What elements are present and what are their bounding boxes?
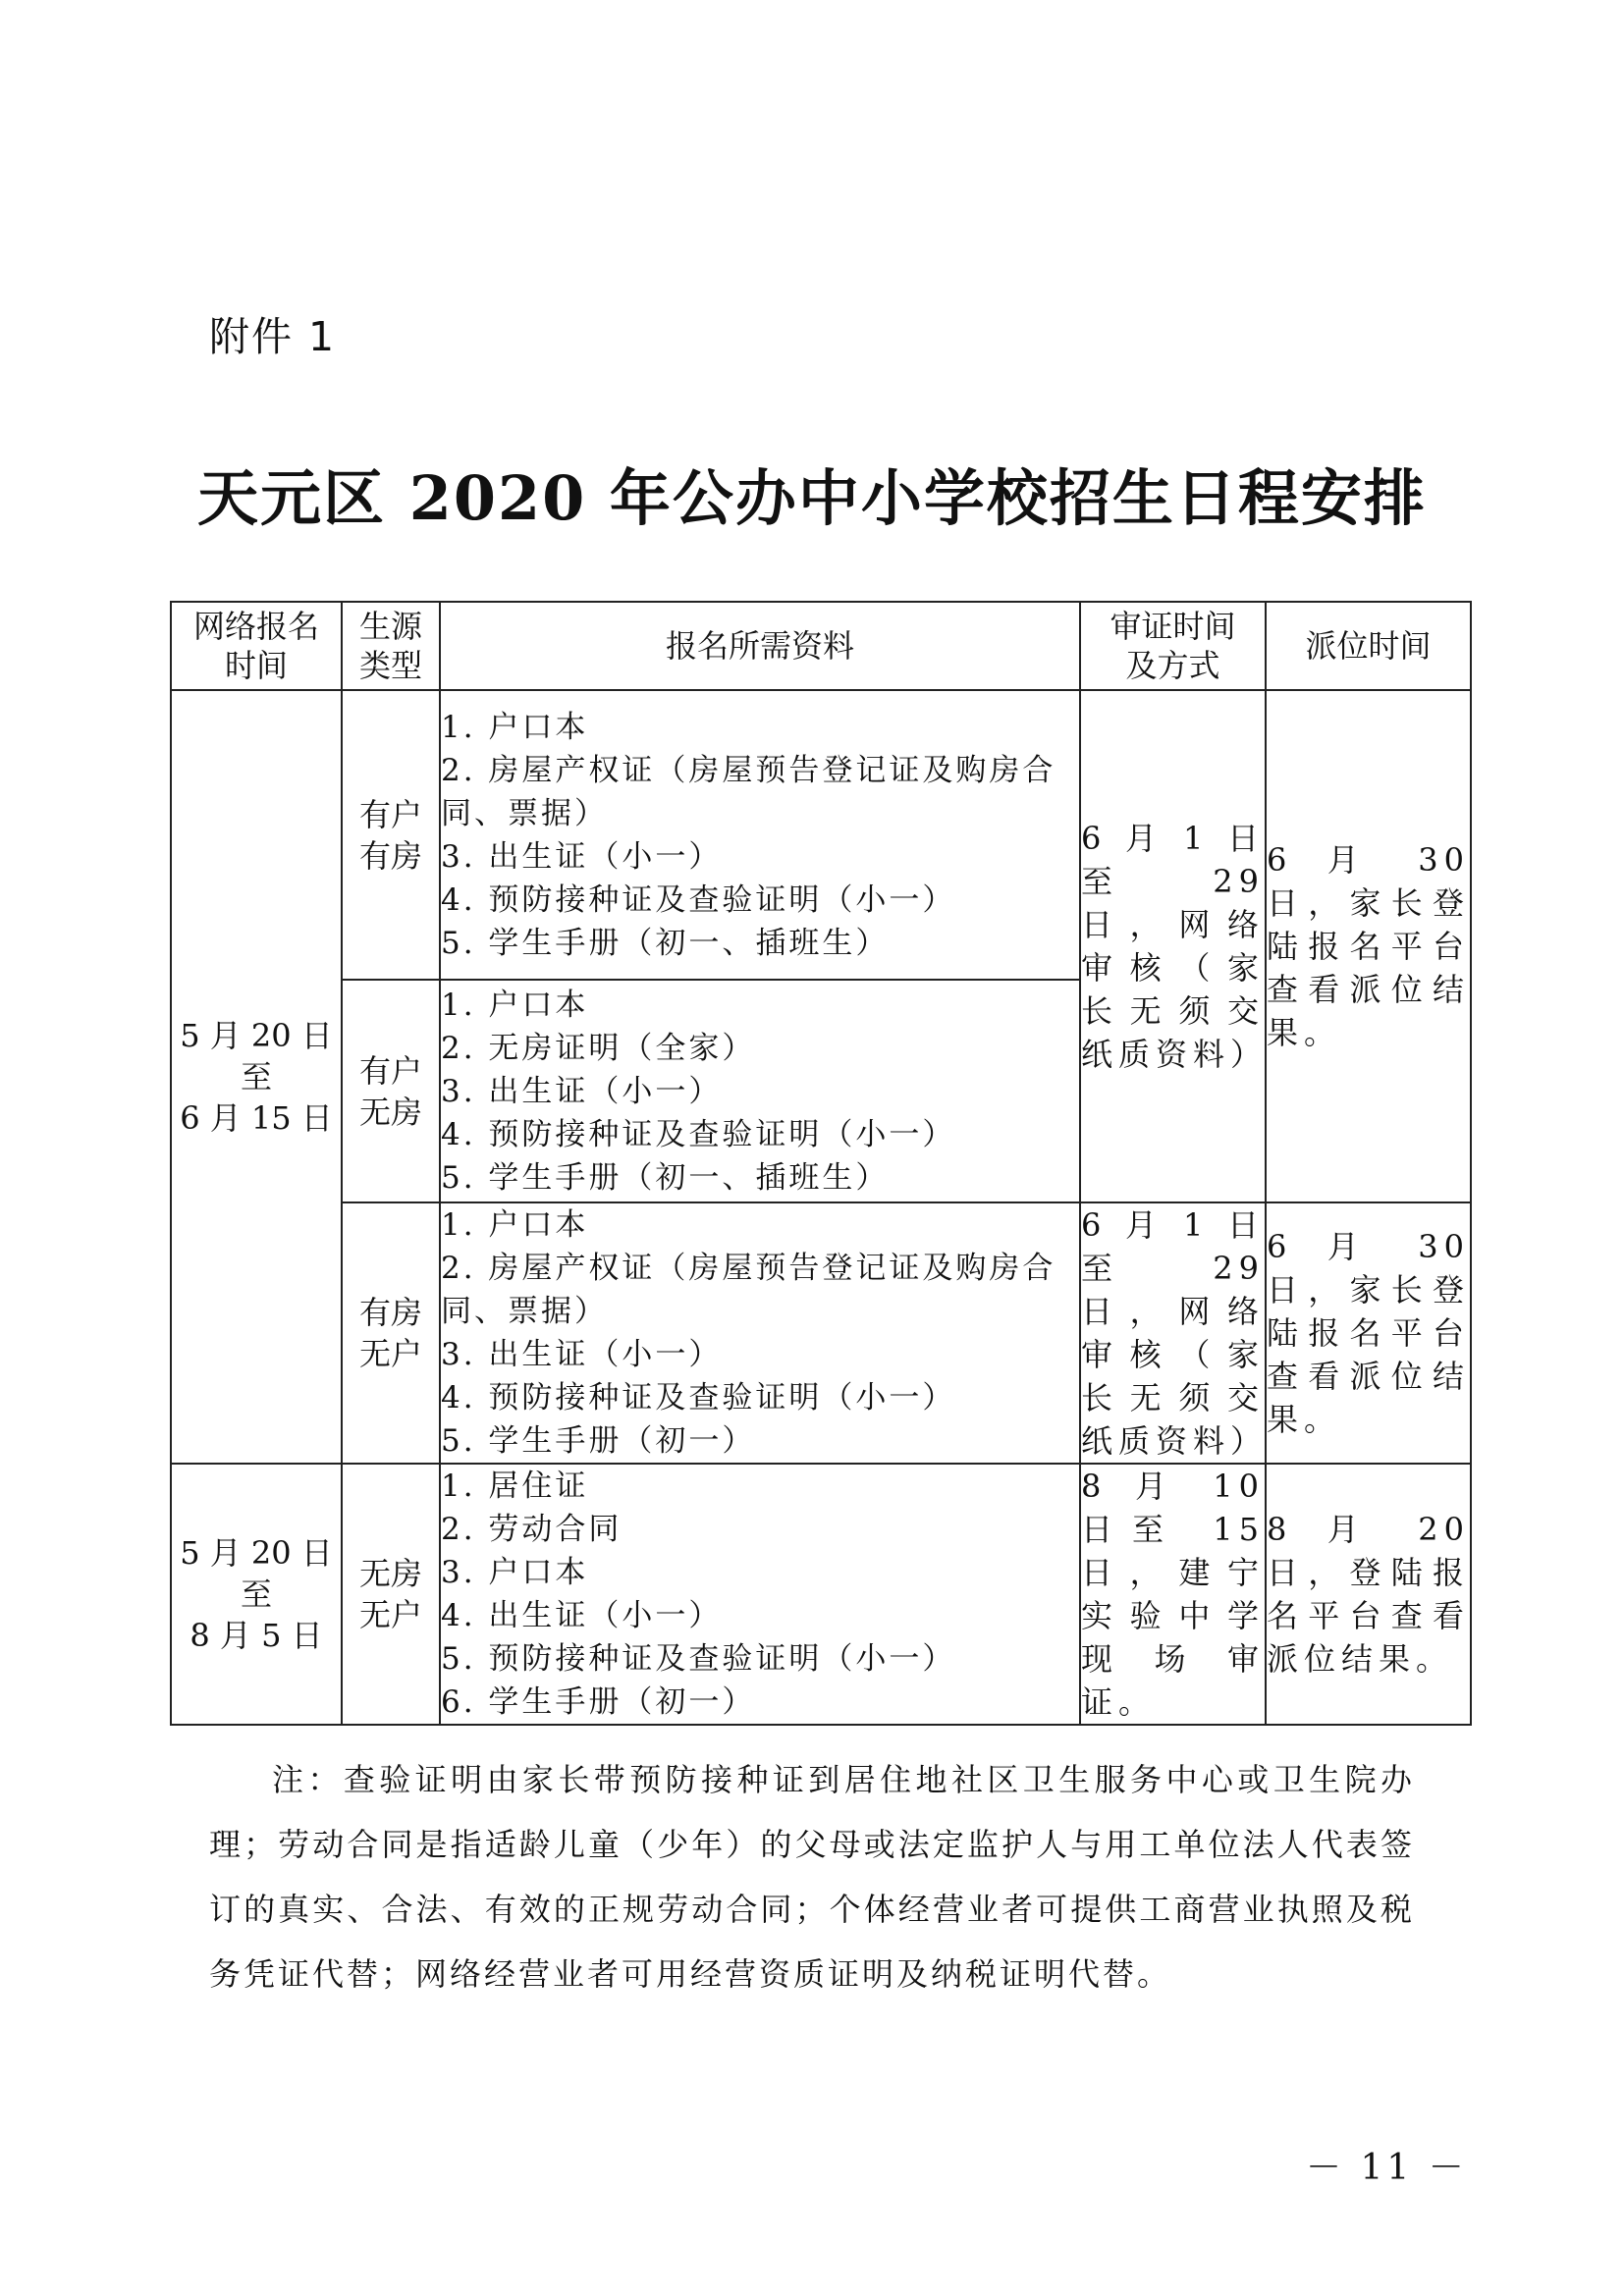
type-cell: 有户 无房 (342, 980, 440, 1202)
material-item: 1. 户口本 (441, 987, 589, 1023)
material-item: 3. 出生证（小一） (441, 1337, 723, 1372)
type-cell: 有房 无户 (342, 1202, 440, 1464)
header-type: 生源 类型 (342, 602, 440, 690)
material-item: 5. 学生手册（初一） (441, 1423, 756, 1459)
table-header-row (171, 602, 1471, 690)
material-item: 4. 预防接种证及查验证明（小一） (441, 881, 956, 918)
material-item: 3. 出生证（小一） (441, 838, 723, 875)
material-item: 2. 劳动合同 (441, 1512, 623, 1547)
document-title: 天元区 2020 年公办中小学校招生日程安排 (197, 462, 1427, 534)
material-item: 3. 出生证（小一） (441, 1073, 723, 1109)
period-cell: 5 月 20 日 至 8 月 5 日 (171, 1464, 342, 1725)
period-cell: 5 月 20 日 至 6 月 15 日 (171, 690, 342, 1464)
material-item: 5. 学生手册（初一、插班生） (441, 1159, 890, 1196)
material-item: 3. 户口本 (441, 1555, 589, 1590)
material-item: 1. 户口本 (441, 1207, 589, 1243)
footnote: 注：查验证明由家长带预防接种证到居住地社区卫生服务中心或卫生院办理；劳动合同是指适龄儿童（少年）的父母或法定监护人与用工单位法人代表签订的真实、合法、有效的正规劳动合同；个体经营业者可提供工商营业执照及税务凭证代替；网络经营业者可用经营资质证明及纳税证明代替。 (209, 1761, 1415, 1993)
attachment-label: 附件 1 (209, 313, 337, 360)
review-cell: 6 月 1 日至 29 日，网络审核（家长无须交纸质资料） (1080, 1202, 1266, 1464)
materials-cell (440, 1464, 1080, 1725)
table-row (171, 1202, 1471, 1464)
material-item: 1. 户口本 (441, 709, 589, 745)
review-cell: 6 月 1 日至 29 日，网络审核（家长无须交纸质资料） (1080, 690, 1266, 1202)
material-item: 2. 房屋产权证（房屋预告登记证及购房合同、票据） (441, 1251, 1056, 1329)
header-period: 网络报名 时间 (171, 602, 342, 690)
assign-cell: 6 月 30 日，家长登陆报名平台查看派位结果。 (1266, 1202, 1471, 1464)
enrollment-schedule-table (170, 601, 1472, 1726)
materials-cell (440, 1202, 1080, 1464)
material-item: 4. 出生证（小一） (441, 1598, 723, 1633)
review-cell: 8 月 10 日至 15 日，建宁实验中学现场审证。 (1080, 1464, 1266, 1725)
page-number: － 11 － (1306, 2148, 1468, 2188)
type-cell: 有户 有房 (342, 690, 440, 980)
materials-cell (440, 690, 1080, 980)
material-item: 4. 预防接种证及查验证明（小一） (441, 1380, 956, 1415)
header-materials: 报名所需资料 (440, 602, 1080, 690)
material-item: 2. 无房证明（全家） (441, 1030, 756, 1066)
materials-cell (440, 980, 1080, 1202)
material-item: 4. 预防接种证及查验证明（小一） (441, 1116, 956, 1152)
table-row (171, 690, 1471, 980)
assign-cell: 8 月 20 日，登陆报名平台查看派位结果。 (1266, 1464, 1471, 1725)
header-review: 审证时间 及方式 (1080, 602, 1266, 690)
type-cell: 无房 无户 (342, 1464, 440, 1725)
material-item: 5. 预防接种证及查验证明（小一） (441, 1641, 956, 1677)
material-item: 1. 居住证 (441, 1468, 589, 1504)
material-item: 2. 房屋产权证（房屋预告登记证及购房合同、票据） (441, 752, 1056, 831)
assign-cell: 6 月 30 日，家长登陆报名平台查看派位结果。 (1266, 690, 1471, 1202)
table-row (171, 1464, 1471, 1725)
material-item: 6. 学生手册（初一） (441, 1684, 756, 1720)
material-item: 5. 学生手册（初一、插班生） (441, 925, 890, 961)
header-assign: 派位时间 (1266, 602, 1471, 690)
